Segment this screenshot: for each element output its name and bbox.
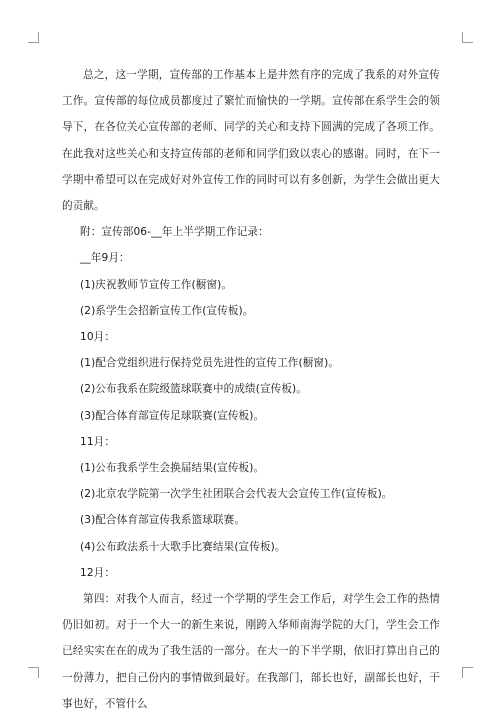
crop-mark-bottom-left	[28, 667, 39, 678]
appendix-heading: 附：宣传部06-__年上半学期工作记录：	[80, 226, 269, 239]
crop-mark-top-right	[462, 32, 473, 43]
list-item: (3)配合体育部宣传我系篮球联赛。	[80, 514, 246, 527]
crop-mark-bottom-right	[462, 667, 473, 678]
list-item: (1)庆祝教师节宣传工作(橱窗)。	[80, 278, 233, 291]
month-heading-december: 12月：	[80, 566, 116, 579]
list-item: (1)配合党组织进行保持党员先进性的宣传工作(橱窗)。	[80, 357, 340, 370]
fourth-point-paragraph: 第四：对我个人而言，经过一个学期的学生会工作后，对学生会工作的热情仍旧如初。对于一个大一的新生来说，刚跨入华师南海学院的大门，学生会工作已经实实在在的成为了我生活的一部分。在大一的下半学期，依旧打算出自己的一份薄力，把自己份内的事情做到最好。在我部门，部长也好，副部长也好，干事也好，不管什么	[62, 593, 440, 710]
list-item: (4)公布政法系十大歌手比赛结果(宣传板)。	[80, 540, 286, 553]
month-heading-november: 11月：	[80, 435, 116, 448]
list-item: (2)北京农学院第一次学生社团联合会代表大会宣传工作(宣传板)。	[80, 488, 393, 501]
month-heading-september: __年9月：	[80, 252, 130, 265]
list-item: (2)系学生会招新宣传工作(宣传板)。	[80, 304, 254, 317]
crop-mark-top-left	[28, 32, 39, 43]
list-item: (1)公布我系学生会换届结果(宣传板)。	[80, 462, 265, 475]
list-item: (2)公布我系在院级篮球联赛中的成绩(宣传板)。	[80, 383, 307, 396]
summary-paragraph: 总之，这一学期，宣传部的工作基本上是井然有序的完成了我系的对外宣传工作。宣传部的每位成员都度过了繁忙而愉快的一学期。宣传部在系学生会的领导下，在各位关心宣传部的老师、同学的关心和支持下圆满的完成了各项工作。在此我对这些关心和支持宣传部的老师和同学们致以衷心的感谢。同时，在下一学期中希望可以在完成好对外宣传工作的同时可以有多创新，为学生会做出更大的贡献。	[62, 69, 440, 213]
list-item: (3)配合体育部宣传足球联赛(宣传板)。	[80, 409, 265, 422]
document-body	[62, 62, 440, 717]
month-heading-october: 10月：	[80, 331, 116, 344]
